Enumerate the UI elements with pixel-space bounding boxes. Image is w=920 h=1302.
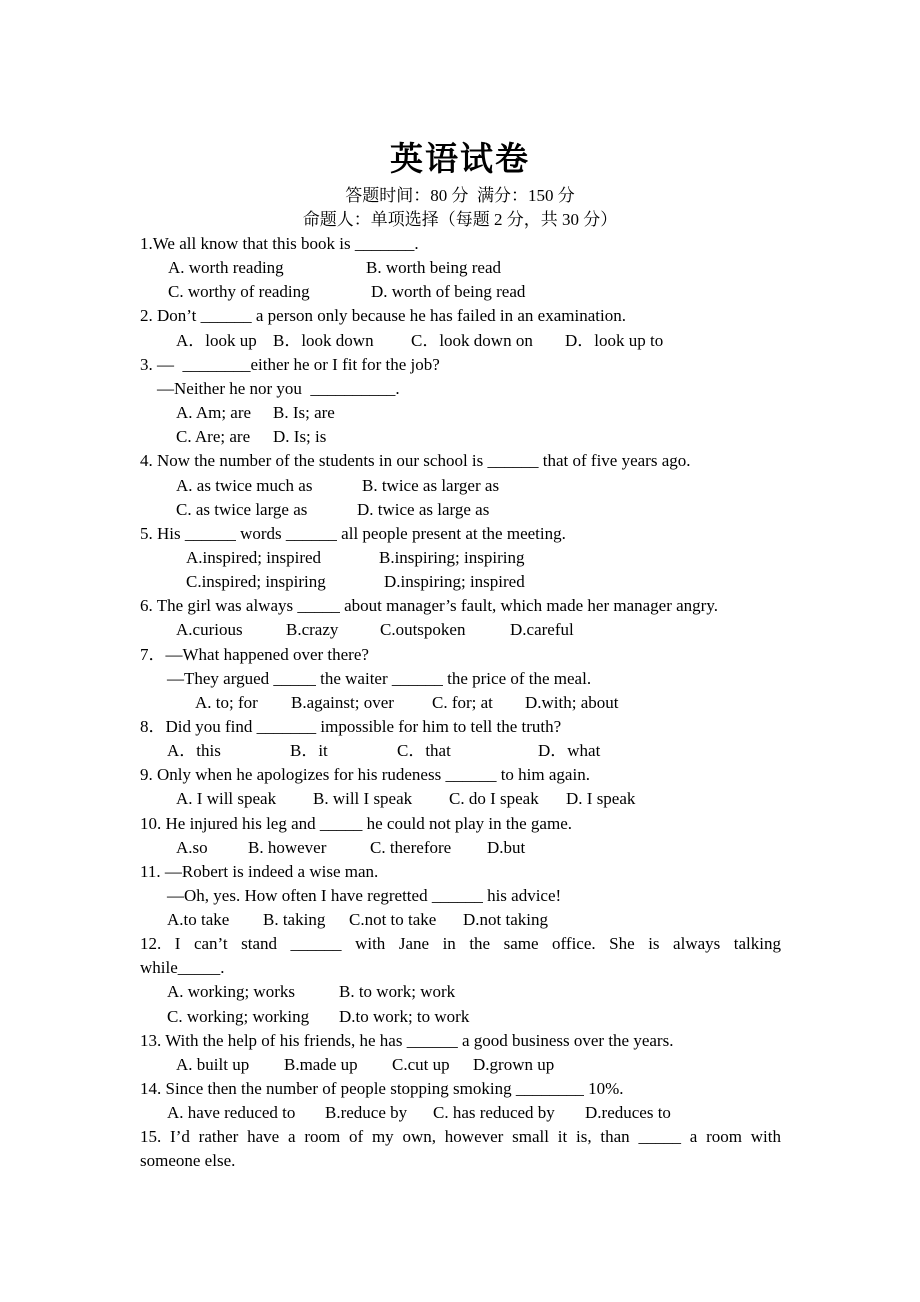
option: B. twice as larger as <box>362 476 500 495</box>
option: D.but <box>487 838 526 857</box>
option: C.not to take <box>349 910 437 929</box>
question-stem: 9. Only when he apologizes for his rudeness ______ to him again. <box>140 765 590 784</box>
option: C. do I speak <box>449 789 539 808</box>
option: A．this <box>167 741 221 760</box>
option: C. has reduced by <box>433 1103 555 1122</box>
option: D．what <box>538 741 601 760</box>
option: B. taking <box>263 910 326 929</box>
option: A.so <box>176 838 208 857</box>
option: D.not taking <box>463 910 548 929</box>
question-stem: 6. The girl was always _____ about manager’s fault, which made her manager angry. <box>140 596 718 615</box>
option: D. Is; is <box>273 427 327 446</box>
option: A.to take <box>167 910 230 929</box>
question-stem: 1.We all know that this book is _______. <box>140 234 419 253</box>
question-reply: —They argued _____ the waiter ______ the price of the meal. <box>167 669 592 688</box>
option: B.made up <box>284 1055 358 1074</box>
question-stem: 8．Did you find _______ impossible for him to tell the truth? <box>140 717 562 736</box>
question-stem: 4. Now the number of the students in our school is ______ that of five years ago. <box>140 451 691 470</box>
option: A．look up <box>176 331 257 350</box>
option: C．that <box>397 741 451 760</box>
option: B. Is; are <box>273 403 335 422</box>
option: B.reduce by <box>325 1103 408 1122</box>
option: D.to work; to work <box>339 1007 470 1026</box>
option: C. Are; are <box>176 427 251 446</box>
option: A. have reduced to <box>167 1103 296 1122</box>
option: D. twice as large as <box>357 500 490 519</box>
question-stem-continued: while_____. <box>140 958 225 977</box>
option: C.inspired; inspiring <box>186 572 326 591</box>
option: B．look down <box>273 331 374 350</box>
option: C. worthy of reading <box>168 282 310 301</box>
option: D.inspiring; inspired <box>384 572 525 591</box>
option: A. I will speak <box>176 789 277 808</box>
option: B. will I speak <box>313 789 413 808</box>
option: B.against; over <box>291 693 394 712</box>
question-stem: 2. Don’t ______ a person only because he has failed in an examination. <box>140 306 626 325</box>
question-stem: 5. His ______ words ______ all people present at the meeting. <box>140 524 566 543</box>
exam-info: 答题时间：80 分 满分：150 分 <box>345 186 575 205</box>
option: B.inspiring; inspiring <box>379 548 525 567</box>
option: B．it <box>290 741 328 760</box>
question-reply: —Neither he nor you __________. <box>157 379 400 398</box>
option: B. worth being read <box>366 258 502 277</box>
option: D.grown up <box>473 1055 555 1074</box>
option: B.crazy <box>286 620 339 639</box>
option: C. therefore <box>370 838 452 857</box>
option: A. working; works <box>167 982 295 1001</box>
question-stem: 14. Since then the number of people stopping smoking ________ 10%. <box>140 1079 624 1098</box>
option: D.reduces to <box>585 1103 671 1122</box>
option: B. to work; work <box>339 982 456 1001</box>
question-stem: 13. With the help of his friends, he has ______ a good business over the years. <box>140 1031 674 1050</box>
option: C. for; at <box>432 693 493 712</box>
question-stem: 12. I can’t stand ______ with Jane in the same office. She is always talking <box>140 934 781 953</box>
option: A. built up <box>176 1055 250 1074</box>
question-stem: 7．—What happened over there? <box>140 645 369 664</box>
option: D．look up to <box>565 331 664 350</box>
option: B. however <box>248 838 327 857</box>
option: A. Am; are <box>176 403 252 422</box>
option: A.curious <box>176 620 243 639</box>
question-stem: 15. I’d rather have a room of my own, however small it is, than _____ a room with <box>140 1127 781 1146</box>
exam-title: 英语试卷 <box>390 142 530 178</box>
option: C. as twice large as <box>176 500 308 519</box>
option: D.with; about <box>525 693 619 712</box>
question-stem: 3. — ________either he or I fit for the job? <box>140 355 440 374</box>
question-stem-continued: someone else. <box>140 1151 236 1170</box>
option: A.inspired; inspired <box>186 548 322 567</box>
option: D.careful <box>510 620 574 639</box>
question-stem: 11. —Robert is indeed a wise man. <box>140 862 379 881</box>
question-reply: —Oh, yes. How often I have regretted ______ his advice! <box>167 886 562 905</box>
option: D. worth of being read <box>371 282 526 301</box>
option: C．look down on <box>411 331 533 350</box>
section-heading: 命题人：单项选择（每题 2 分，共 30 分） <box>302 210 618 229</box>
option: C.cut up <box>392 1055 450 1074</box>
question-stem: 10. He injured his leg and _____ he could not play in the game. <box>140 814 572 833</box>
option: A. as twice much as <box>176 476 313 495</box>
option: C. working; working <box>167 1007 310 1026</box>
option: A. to; for <box>195 693 258 712</box>
option: A. worth reading <box>168 258 284 277</box>
option: D. I speak <box>566 789 636 808</box>
option: C.outspoken <box>380 620 466 639</box>
